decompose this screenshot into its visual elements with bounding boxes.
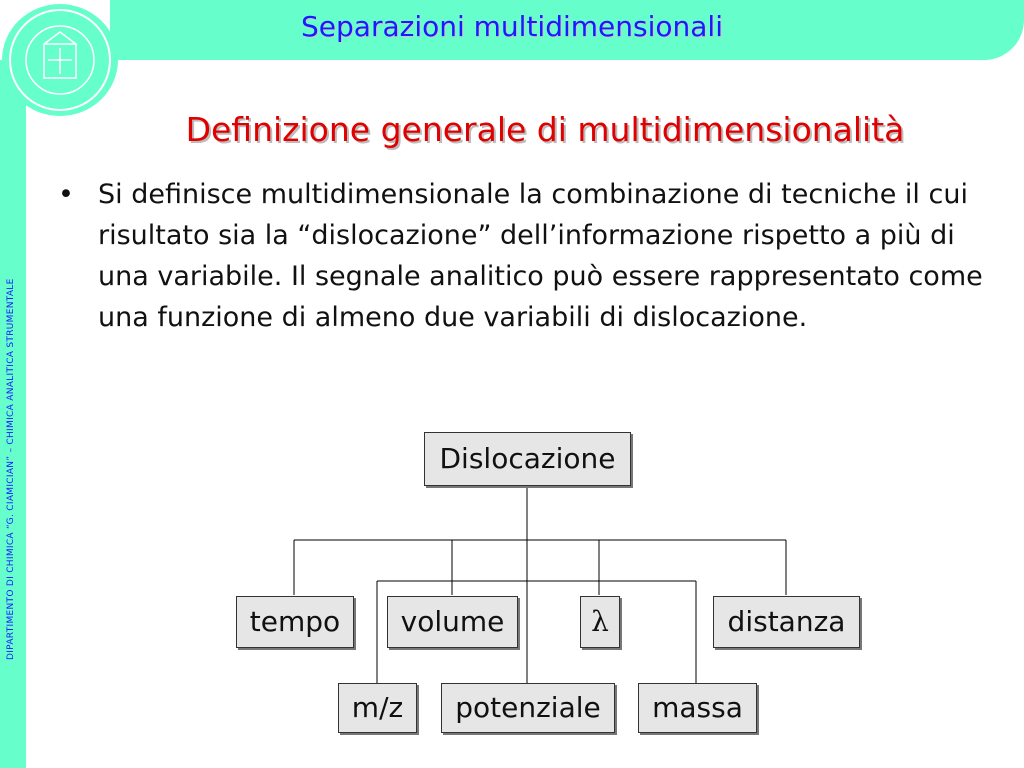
node-potenziale: potenziale [441, 683, 615, 733]
node-distanza: distanza [713, 596, 860, 648]
node-dislocazione: Dislocazione [424, 432, 631, 486]
node-mz: m/z [338, 683, 417, 733]
slide-subtitle: Definizione generale di multidimensionalità [185, 110, 905, 149]
sidebar-department-text: DIPARTIMENTO DI CHIMICA “G. CIAMICIAN” – CHIMICA ANALITICA STRUMENTALE [6, 278, 16, 660]
node-tempo: tempo [236, 596, 354, 648]
node-lambda: λ [580, 596, 620, 648]
header-title: Separazioni multidimensionali [301, 10, 723, 43]
node-massa: massa [638, 683, 757, 733]
bullet-text: Si definisce multidimensionale la combinazione di tecniche il cui risultato sia la “dislocazione” dell’informazione rispetto a più di una variabile. Il segnale analitico può essere rappresentato come una funzione di almeno due variabili di dislocazione. [98, 179, 983, 333]
bullet-dot-icon: • [58, 179, 74, 210]
node-volume: volume [387, 596, 518, 648]
